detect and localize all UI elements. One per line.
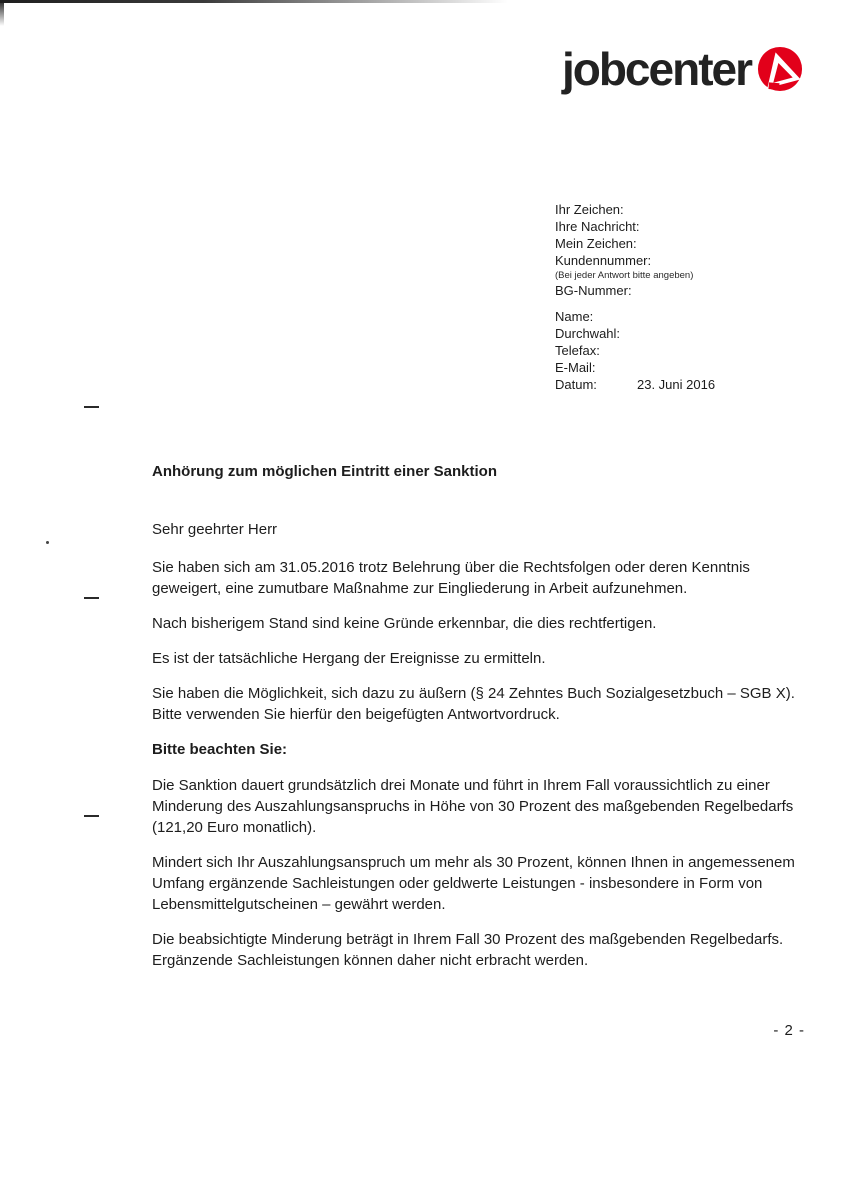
meta-line-ihr-zeichen: Ihr Zeichen: bbox=[555, 202, 624, 217]
fold-mark bbox=[84, 406, 99, 408]
fold-mark bbox=[84, 815, 99, 817]
meta-line-durchwahl: Durchwahl: bbox=[555, 326, 621, 341]
meta-note: (Bei jeder Antwort bitte angeben) bbox=[555, 270, 694, 281]
scan-edge-artifact bbox=[0, 0, 508, 3]
bundesagentur-arrow-icon bbox=[757, 46, 803, 92]
fold-mark bbox=[84, 597, 99, 599]
meta-line-name: Name: bbox=[555, 309, 594, 324]
meta-line-bg-nummer: BG-Nummer: bbox=[555, 283, 632, 298]
meta-line-kundennummer: Kundennummer: bbox=[555, 253, 652, 268]
salutation: Sehr geehrter Herr bbox=[152, 521, 278, 538]
notice-paragraph: Die Sanktion dauert grundsätzlich drei Monate und führt in Ihrem Fall voraussichtlich zu einer Minderung des Auszahlungsanspruchs in Höhe von 30 Prozent des maßgebenden Regelbedarfs (121,20 Euro monatlich). bbox=[152, 777, 794, 836]
scan-speck-artifact bbox=[46, 541, 49, 544]
date-value: 23. Juni 2016 bbox=[637, 377, 716, 392]
notice-heading: Bitte beachten Sie: bbox=[152, 741, 288, 758]
jobcenter-wordmark: jobcenter bbox=[561, 43, 751, 95]
meta-date-row bbox=[555, 376, 715, 393]
meta-line-ihre-nachricht: Ihre Nachricht: bbox=[555, 219, 640, 234]
body-paragraph: Sie haben die Möglichkeit, sich dazu zu äußern (§ 24 Zehntes Buch Sozialgesetzbuch – SGB X). Bitte verwenden Sie hierfür den beigefügten Antwortvordruck. bbox=[152, 685, 795, 723]
body-paragraph: Sie haben sich am 31.05.2016 trotz Belehrung über die Rechtsfolgen oder deren Kenntnis geweigert, eine zumutbare Maßnahme zur Eingliederung in Arbeit aufzunehmen. bbox=[152, 559, 750, 597]
body-paragraph: Nach bisherigem Stand sind keine Gründe erkennbar, die dies rechtfertigen. bbox=[152, 615, 657, 632]
letter-body bbox=[152, 461, 806, 985]
date-label: Datum: bbox=[555, 377, 597, 392]
jobcenter-logo bbox=[561, 43, 803, 95]
notice-paragraph: Mindert sich Ihr Auszahlungsanspruch um mehr als 30 Prozent, können Ihnen in angemessenem Umfang ergänzende Sachleistungen oder geldwerte Leistungen - insbesondere in Form von Lebensmittelgutscheinen – gewährt werden. bbox=[152, 854, 795, 913]
notice-paragraph: Die beabsichtigte Minderung beträgt in Ihrem Fall 30 Prozent des maßgebenden Regelbedarfs. Ergänzende Sachleistungen können daher nicht erbracht werden. bbox=[152, 931, 784, 969]
body-paragraph: Es ist der tatsächliche Hergang der Ereignisse zu ermitteln. bbox=[152, 650, 546, 667]
letter-subject-heading: Anhörung zum möglichen Eintritt einer Sanktion bbox=[152, 463, 498, 480]
scan-corner-artifact bbox=[0, 0, 4, 26]
meta-line-mein-zeichen: Mein Zeichen: bbox=[555, 236, 637, 251]
letter-meta-block bbox=[555, 201, 715, 393]
page-number: - 2 - bbox=[773, 1022, 805, 1039]
meta-line-email: E-Mail: bbox=[555, 360, 596, 375]
meta-line-telefax: Telefax: bbox=[555, 343, 600, 358]
